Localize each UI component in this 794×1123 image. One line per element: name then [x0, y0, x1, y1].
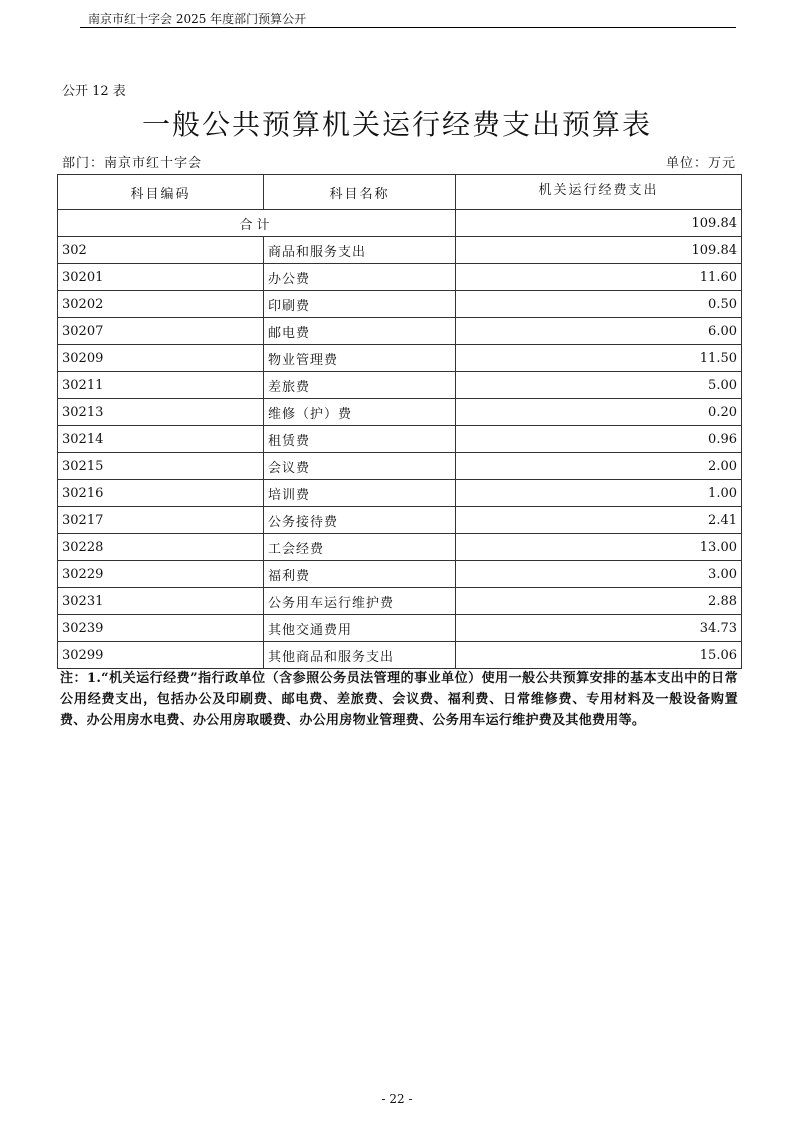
unit-label: 单位：万元: [665, 156, 736, 171]
row-code: 30214: [58, 426, 264, 453]
table-number: 公开 12 表: [62, 84, 126, 99]
row-name: 租赁费: [264, 426, 456, 453]
table-row: [58, 372, 742, 399]
total-row: [58, 210, 742, 237]
row-amount: 3.00: [456, 561, 742, 588]
row-code: 302: [58, 237, 264, 264]
row-code: 30215: [58, 453, 264, 480]
table-row: [58, 318, 742, 345]
row-name: 办公费: [264, 264, 456, 291]
row-amount: 15.06: [456, 642, 742, 669]
row-name: 维修（护）费: [264, 399, 456, 426]
table-row: [58, 426, 742, 453]
table-row: [58, 291, 742, 318]
row-amount: 13.00: [456, 534, 742, 561]
page-title: 一般公共预算机关运行经费支出预算表: [141, 108, 652, 141]
page-number: - 22 -: [381, 1092, 413, 1106]
row-code: 30229: [58, 561, 264, 588]
row-code: 30239: [58, 615, 264, 642]
table-row: [58, 480, 742, 507]
row-code: 30209: [58, 345, 264, 372]
row-amount: 11.50: [456, 345, 742, 372]
row-amount: 2.88: [456, 588, 742, 615]
row-amount: 0.50: [456, 291, 742, 318]
row-name: 会议费: [264, 453, 456, 480]
row-name: 其他商品和服务支出: [264, 642, 456, 669]
running-header: 南京市红十字会 2025 年度部门预算公开: [88, 12, 307, 26]
row-name: 福利费: [264, 561, 456, 588]
footnote: 注：1.“机关运行经费”指行政单位（含参照公务员法管理的事业单位）使用一般公共预算安排的基本支出中的日常公用经费支出，包括办公及印刷费、邮电费、差旅费、会议费、福利费、日常维修费、专用材料及一般设备购置费、办公用房水电费、办公用房取暖费、办公用房物业管理费、公务用车运行维护费及其他费用等。: [60, 671, 738, 728]
row-amount: 5.00: [456, 372, 742, 399]
row-name: 工会经费: [264, 534, 456, 561]
budget-table: [57, 174, 742, 669]
row-amount: 2.00: [456, 453, 742, 480]
table-row: [58, 588, 742, 615]
row-amount: 34.73: [456, 615, 742, 642]
row-amount: 0.20: [456, 399, 742, 426]
row-code: 30217: [58, 507, 264, 534]
row-name: 培训费: [264, 480, 456, 507]
header-rule: [80, 27, 736, 28]
row-name: 其他交通费用: [264, 615, 456, 642]
row-name: 邮电费: [264, 318, 456, 345]
table-row: [58, 561, 742, 588]
row-amount: 0.96: [456, 426, 742, 453]
row-code: 30202: [58, 291, 264, 318]
header-name: 科目名称: [264, 175, 456, 210]
row-code: 30201: [58, 264, 264, 291]
row-amount: 6.00: [456, 318, 742, 345]
row-name: 商品和服务支出: [264, 237, 456, 264]
row-name: 差旅费: [264, 372, 456, 399]
row-amount: 11.60: [456, 264, 742, 291]
row-amount: 109.84: [456, 237, 742, 264]
table-row: [58, 345, 742, 372]
row-code: 30231: [58, 588, 264, 615]
total-label: 合计: [58, 210, 456, 237]
table-row: [58, 237, 742, 264]
table-row: [58, 642, 742, 669]
department-label: 部门：南京市红十字会: [62, 156, 203, 171]
row-amount: 2.41: [456, 507, 742, 534]
table-row: [58, 264, 742, 291]
total-amount: 109.84: [456, 210, 742, 237]
table-row: [58, 615, 742, 642]
table-row: [58, 453, 742, 480]
table-row: [58, 399, 742, 426]
row-amount: 1.00: [456, 480, 742, 507]
row-name: 公务接待费: [264, 507, 456, 534]
header-code: 科目编码: [58, 175, 264, 210]
row-code: 30299: [58, 642, 264, 669]
row-name: 物业管理费: [264, 345, 456, 372]
table-header-row: [58, 175, 742, 210]
row-code: 30207: [58, 318, 264, 345]
table-row: [58, 507, 742, 534]
row-name: 印刷费: [264, 291, 456, 318]
header-amount: 机关运行经费支出: [456, 175, 742, 210]
row-code: 30213: [58, 399, 264, 426]
table-row: [58, 534, 742, 561]
row-name: 公务用车运行维护费: [264, 588, 456, 615]
row-code: 30216: [58, 480, 264, 507]
row-code: 30211: [58, 372, 264, 399]
row-code: 30228: [58, 534, 264, 561]
